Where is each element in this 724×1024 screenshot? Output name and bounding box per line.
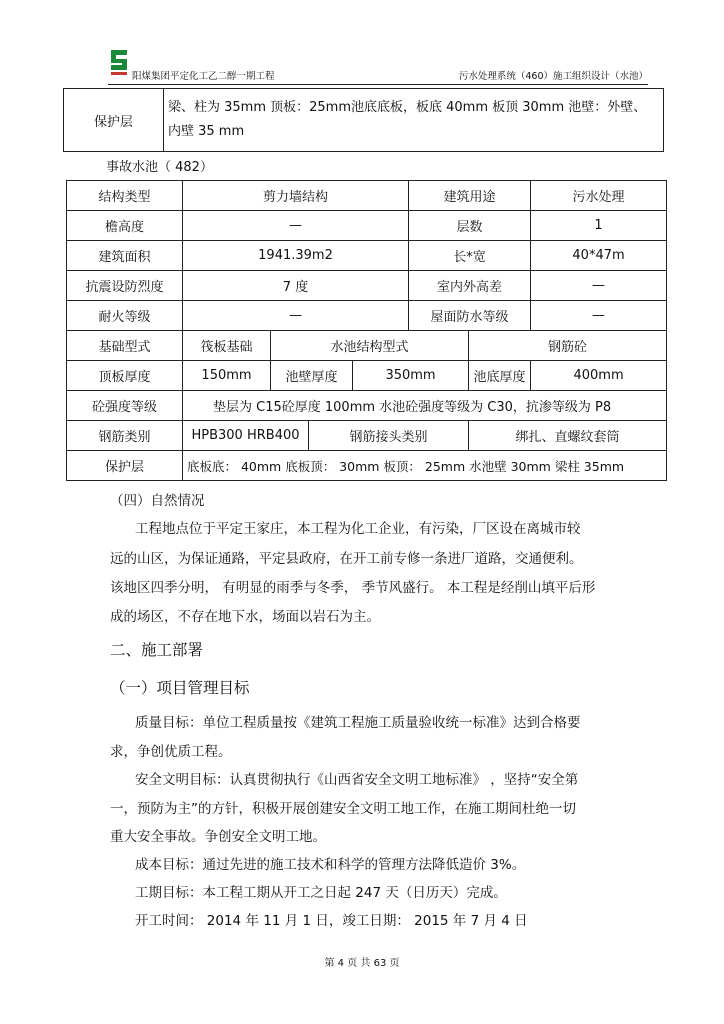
- table-cell: 钢筋砼: [469, 331, 667, 361]
- paragraph-line: 一，预防为主”的方针，积极开展创建安全文明工地工作，在施工期间杜绝一切: [110, 801, 576, 817]
- table-cell: 150mm: [183, 361, 271, 391]
- page-header: [108, 48, 648, 86]
- table-row: [67, 211, 667, 241]
- table-row: [67, 421, 667, 451]
- table-cell: 钢筋类别: [67, 421, 183, 451]
- table-cell: 7 度: [183, 271, 409, 301]
- table-cell: 建筑面积: [67, 241, 183, 271]
- table-row: [67, 301, 667, 331]
- heading-construction-deployment: 二、施工部署: [110, 641, 204, 659]
- paragraph-line: 工程地点位于平定王家庄，本工程为化工企业，有污染，厂区设在离城市较: [135, 521, 581, 537]
- table-cell: HPB300 HRB400: [183, 421, 309, 451]
- table-cell: 室内外高差: [409, 271, 531, 301]
- paragraph-line: 质量目标：单位工程质量按《建筑工程施工质量验收统一标准》达到合格要: [135, 715, 581, 731]
- section-title-natural-conditions: （四）自然情况: [110, 493, 205, 509]
- table-cell: 垫层为 C15砼厚度 100mm 水池砼强度等级为 C30，抗渗等级为 P8: [183, 391, 667, 421]
- table-cell: 筏板基础: [183, 331, 271, 361]
- table-row: [67, 361, 667, 391]
- paragraph-line: 成本目标：通过先进的施工技术和科学的管理方法降低造价 3%。: [135, 857, 526, 873]
- accident-pool-table: [66, 180, 667, 481]
- paragraph-line: 求，争创优质工程。: [110, 744, 232, 760]
- paragraph-line: 安全文明目标：认真贯彻执行《山西省安全文明工地标准》 ，坚持“安全第: [135, 772, 579, 788]
- table-cell: 350mm: [353, 361, 469, 391]
- table-cell: 底板底： 40mm 底板顶： 30mm 板顶： 25mm 水池壁 30mm 梁柱 35mm: [183, 451, 667, 481]
- heading-management-goals: （一）项目管理目标: [110, 679, 250, 697]
- table-cell: 1: [531, 211, 667, 241]
- table-cell: 保护层: [67, 451, 183, 481]
- table-cell: —: [531, 271, 667, 301]
- table-cell: 长*宽: [409, 241, 531, 271]
- table-cell: 钢筋接头类别: [309, 421, 469, 451]
- table-cell: 40*47m: [531, 241, 667, 271]
- table-row: [67, 391, 667, 421]
- table-cell: 结构类型: [67, 181, 183, 211]
- protection-layer-line2: 内壁 35 mm: [168, 124, 245, 139]
- paragraph-line: 该地区四季分明， 有明显的雨季与冬季， 季节风盛行。 本工程是经削山填平后形: [110, 580, 596, 596]
- paragraph-line: 开工时间： 2014 年 11 月 1 日，竣工日期： 2015 年 7 月 4 日: [135, 913, 528, 929]
- table-row: [64, 89, 664, 152]
- table-cell: 污水处理: [531, 181, 667, 211]
- header-rule: [108, 84, 648, 85]
- table-cell: 抗震设防烈度: [67, 271, 183, 301]
- table-cell: 檐高度: [67, 211, 183, 241]
- table-cell: —: [183, 301, 409, 331]
- table-caption: 事故水池（ 482）: [106, 160, 213, 175]
- table-cell: 1941.39m2: [183, 241, 409, 271]
- table-cell: —: [531, 301, 667, 331]
- page-number: 第 4 页 共 63 页: [324, 958, 400, 969]
- table-cell-value: [164, 89, 664, 152]
- header-document-title: 污水处理系统（460）施工组织设计（水池）: [458, 71, 648, 82]
- header-project-title: 阳煤集团平定化工乙二醇一期工程: [132, 71, 275, 82]
- table-cell: 绑扎、直螺纹套筒: [469, 421, 667, 451]
- table-cell: 水池结构型式: [271, 331, 469, 361]
- table-cell: 剪力墙结构: [183, 181, 409, 211]
- table-cell: 池底厚度: [469, 361, 531, 391]
- table-cell: 基础型式: [67, 331, 183, 361]
- table-cell: —: [183, 211, 409, 241]
- table-cell: 层数: [409, 211, 531, 241]
- table-cell: 砼强度等级: [67, 391, 183, 421]
- company-logo-icon: [108, 48, 130, 76]
- table-row: [67, 181, 667, 211]
- table-cell-label: 保护层: [64, 89, 164, 152]
- protection-layer-line1: 梁、柱为 35mm 顶板：25mm池底底板，板底 40mm 板顶 30mm 池壁：外壁、: [168, 100, 647, 115]
- table-cell: 屋面防水等级: [409, 301, 531, 331]
- table-row: [67, 451, 667, 481]
- paragraph-line: 重大安全事故。争创安全文明工地。: [110, 829, 326, 845]
- protection-layer-table: [63, 88, 664, 152]
- table-row: [67, 331, 667, 361]
- table-cell: 顶板厚度: [67, 361, 183, 391]
- table-cell: 400mm: [531, 361, 667, 391]
- table-row: [67, 271, 667, 301]
- paragraph-line: 工期目标：本工程工期从开工之日起 247 天（日历天）完成。: [135, 885, 507, 901]
- table-cell: 建筑用途: [409, 181, 531, 211]
- table-cell: 池壁厚度: [271, 361, 353, 391]
- paragraph-line: 成的场区，不存在地下水，场面以岩石为主。: [110, 609, 380, 625]
- paragraph-line: 远的山区，为保证通路，平定县政府，在开工前专修一条进厂道路，交通便利。: [110, 551, 583, 567]
- table-cell: 耐火等级: [67, 301, 183, 331]
- table-row: [67, 241, 667, 271]
